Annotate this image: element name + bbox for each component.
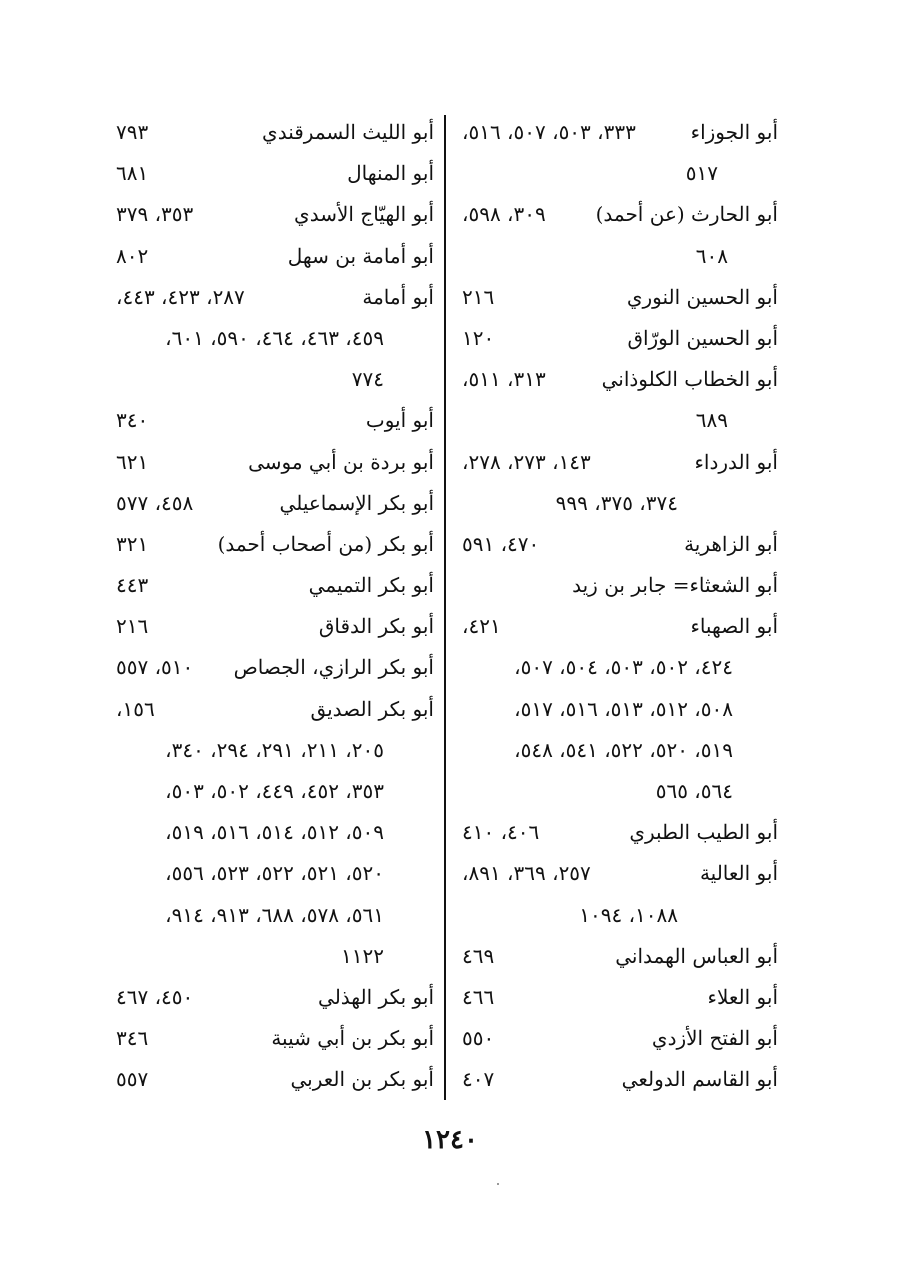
entry-name: أبو القاسم الدولعي [621, 1067, 778, 1092]
entry-page-refs: ٢٠٥، ٢١١، ٢٩١، ٢٩٤، ٣٤٠، [165, 737, 384, 762]
index-entry [462, 194, 778, 235]
entry-page-refs: ٧٧٤ [351, 367, 384, 392]
entry-page-refs: ٣٤٦ [116, 1026, 149, 1051]
index-entry [462, 1018, 778, 1059]
entry-name: أبو الليث السمرقندي [262, 120, 434, 144]
index-entry [462, 112, 778, 153]
index-entry [462, 895, 778, 936]
index-entry [116, 936, 434, 977]
entry-page-refs: ٤٥٩، ٤٦٣، ٤٦٤، ٥٩٠، ٦٠١، [165, 325, 384, 350]
entry-page-refs: ١٢٠ [462, 325, 495, 350]
index-entry [116, 853, 434, 894]
entry-name: أبو العلاء [707, 984, 778, 1009]
entry-page-refs: ٢١٦ [462, 284, 495, 309]
entry-page-refs: ٣١٣، ٥١١، [462, 367, 546, 392]
entry-name: أبو المنهال [347, 161, 434, 186]
entry-page-refs: ٢١٦ [116, 614, 149, 639]
index-entry [116, 359, 434, 400]
print-speck [497, 1183, 499, 1185]
entry-name: أبو العباس الهمداني [615, 943, 778, 968]
entry-page-refs: ٤٠٧ [462, 1067, 495, 1092]
entry-name: أبو الدرداء [694, 449, 778, 474]
entry-name: أبو الحسين النوري [626, 284, 778, 309]
index-entry [462, 277, 778, 318]
entry-name: أبو العالية [699, 861, 778, 886]
entry-page-refs: ٥١٧ [685, 161, 718, 186]
entry-name: أبو أمامة بن سهل [287, 243, 434, 268]
index-entry [116, 236, 434, 277]
entry-page-refs: ١٠٨٨، ١٠٩٤ [579, 902, 678, 927]
entry-page-refs: ٤٦٩ [462, 943, 495, 968]
index-entry [116, 194, 434, 235]
index-entry [462, 689, 778, 730]
entry-page-refs: ٥٥٧ [116, 1067, 149, 1092]
index-entry [462, 771, 778, 812]
index-entry [462, 400, 778, 441]
entry-page-refs: ٦٨٩ [695, 408, 728, 433]
entry-page-refs: ٤٢٤، ٥٠٢، ٥٠٣، ٥٠٤، ٥٠٧، [514, 655, 733, 680]
entry-page-refs: ٤٧٠، ٥٩١ [462, 531, 540, 556]
column-divider [444, 115, 446, 1100]
entry-page-refs: ٣٠٩، ٥٩٨، [462, 202, 546, 227]
entry-page-refs: ٤٥٠، ٤٦٧ [116, 984, 194, 1009]
entry-page-refs: ٣٧٤، ٣٧٥، ٩٩٩ [555, 490, 678, 515]
entry-name: أبو بكر الإسماعيلي [279, 490, 434, 515]
entry-page-refs: ٧٩٣ [116, 120, 149, 144]
entry-page-refs: ٣٤٠ [116, 408, 149, 433]
entry-name: أبو بكر الرازي، الجصاص [233, 655, 434, 680]
index-entry [116, 400, 434, 441]
index-entry [462, 730, 778, 771]
entry-page-refs: ١١٢٢ [341, 943, 384, 968]
entry-page-refs: ٥٥٠ [462, 1026, 495, 1051]
index-entry [116, 689, 434, 730]
index-entry [462, 853, 778, 894]
entry-name: أبو الطيب الطبري [629, 820, 778, 845]
entry-page-refs: ٤٤٣ [116, 573, 149, 598]
index-entry [462, 359, 778, 400]
entry-page-refs: ٣٥٣، ٣٧٩ [116, 202, 194, 227]
entry-page-refs: ٤٥٨، ٥٧٧ [116, 490, 194, 515]
entry-name: أبو أمامة [362, 284, 434, 309]
entry-page-refs: ٥٦٤، ٥٦٥ [655, 779, 733, 803]
entry-name: أبو بكر الصديق [310, 696, 434, 721]
index-entry [462, 318, 778, 359]
entry-name: أبو بكر الدقاق [318, 614, 434, 639]
index-entry [462, 483, 778, 524]
index-entry [116, 442, 434, 483]
entry-page-refs: ٢٨٧، ٤٢٣، ٤٤٣، [116, 284, 245, 309]
index-entry [116, 483, 434, 524]
entry-name: أبو بكر بن العربي [290, 1067, 434, 1092]
entry-name: أبو بكر التميمي [308, 573, 434, 598]
index-entry [116, 812, 434, 853]
entry-page-refs: ٦٢١ [116, 449, 149, 474]
index-entry [462, 977, 778, 1018]
entry-name: أبو بكر الهذلي [318, 984, 434, 1009]
entry-page-refs: ٥٦١، ٥٧٨، ٦٨٨، ٩١٣، ٩١٤، [165, 902, 384, 927]
index-entry [116, 771, 434, 812]
entry-name: أبو الخطاب الكلوذاني [601, 367, 778, 392]
index-entry [116, 895, 434, 936]
right-index-column [462, 112, 778, 1101]
index-entry [462, 606, 778, 647]
index-entry [116, 606, 434, 647]
index-entry [462, 812, 778, 853]
entry-page-refs: ١٤٣، ٢٧٣، ٢٧٨، [462, 449, 591, 474]
entry-name: أبو بكر (من أصحاب أحمد) [217, 531, 434, 556]
index-entry [462, 524, 778, 565]
index-entry [462, 647, 778, 688]
entry-name: أبو الجوزاء [690, 120, 778, 144]
left-index-column [116, 112, 434, 1101]
entry-page-refs: ٨٠٢ [116, 243, 149, 268]
index-entry [116, 524, 434, 565]
entry-page-refs: ٣٢١ [116, 531, 149, 556]
index-entry [462, 153, 778, 194]
entry-name: أبو الشعثاء= جابر بن زيد [572, 573, 778, 598]
entry-name: أبو بكر بن أبي شيبة [271, 1026, 434, 1051]
index-entry [116, 1059, 434, 1100]
entry-page-refs: ٦٠٨ [695, 243, 728, 268]
entry-name: أبو الفتح الأزدي [651, 1026, 778, 1051]
entry-name: أبو الصهباء [690, 614, 778, 639]
entry-page-refs: ٥١٩، ٥٢٠، ٥٢٢، ٥٤١، ٥٤٨، [514, 737, 733, 762]
index-entry [462, 565, 778, 606]
index-entry [116, 565, 434, 606]
index-entry [116, 112, 434, 153]
index-entry [462, 1059, 778, 1100]
entry-name: أبو أيوب [365, 408, 434, 433]
entry-page-refs: ٤٠٦، ٤١٠ [462, 820, 540, 845]
index-entry [116, 647, 434, 688]
entry-name: أبو الحارث (عن أحمد) [595, 202, 778, 227]
entry-name: أبو بردة بن أبي موسى [248, 449, 434, 474]
index-entry [116, 977, 434, 1018]
index-entry [116, 318, 434, 359]
index-entry [462, 936, 778, 977]
index-entry [462, 236, 778, 277]
entry-page-refs: ٢٥٧، ٣٦٩، ٨٩١، [462, 861, 591, 886]
index-entry [462, 442, 778, 483]
page-number: ١٢٤٠ [422, 1125, 478, 1155]
entry-page-refs: ٣٥٣، ٤٥٢، ٤٤٩، ٥٠٢، ٥٠٣، [165, 779, 384, 803]
entry-page-refs: ٥٠٨، ٥١٢، ٥١٣، ٥١٦، ٥١٧، [514, 696, 733, 721]
entry-page-refs: ٥٠٩، ٥١٢، ٥١٤، ٥١٦، ٥١٩، [165, 820, 384, 845]
index-entry [116, 730, 434, 771]
entry-name: أبو الهيّاج الأسدي [294, 202, 434, 227]
entry-name: أبو الزاهرية [684, 531, 778, 556]
entry-page-refs: ١٥٦، [116, 696, 155, 721]
entry-page-refs: ٤٢١، [462, 614, 501, 639]
index-entry [116, 1018, 434, 1059]
index-entry [116, 277, 434, 318]
index-entry [116, 153, 434, 194]
entry-page-refs: ٦٨١ [116, 161, 149, 186]
entry-page-refs: ٣٣٣، ٥٠٣، ٥٠٧، ٥١٦، [462, 120, 636, 144]
entry-page-refs: ٥٢٠، ٥٢١، ٥٢٢، ٥٢٣، ٥٥٦، [165, 861, 384, 886]
entry-name: أبو الحسين الورّاق [627, 325, 778, 350]
entry-page-refs: ٤٦٦ [462, 984, 495, 1009]
entry-page-refs: ٥١٠، ٥٥٧ [116, 655, 194, 680]
